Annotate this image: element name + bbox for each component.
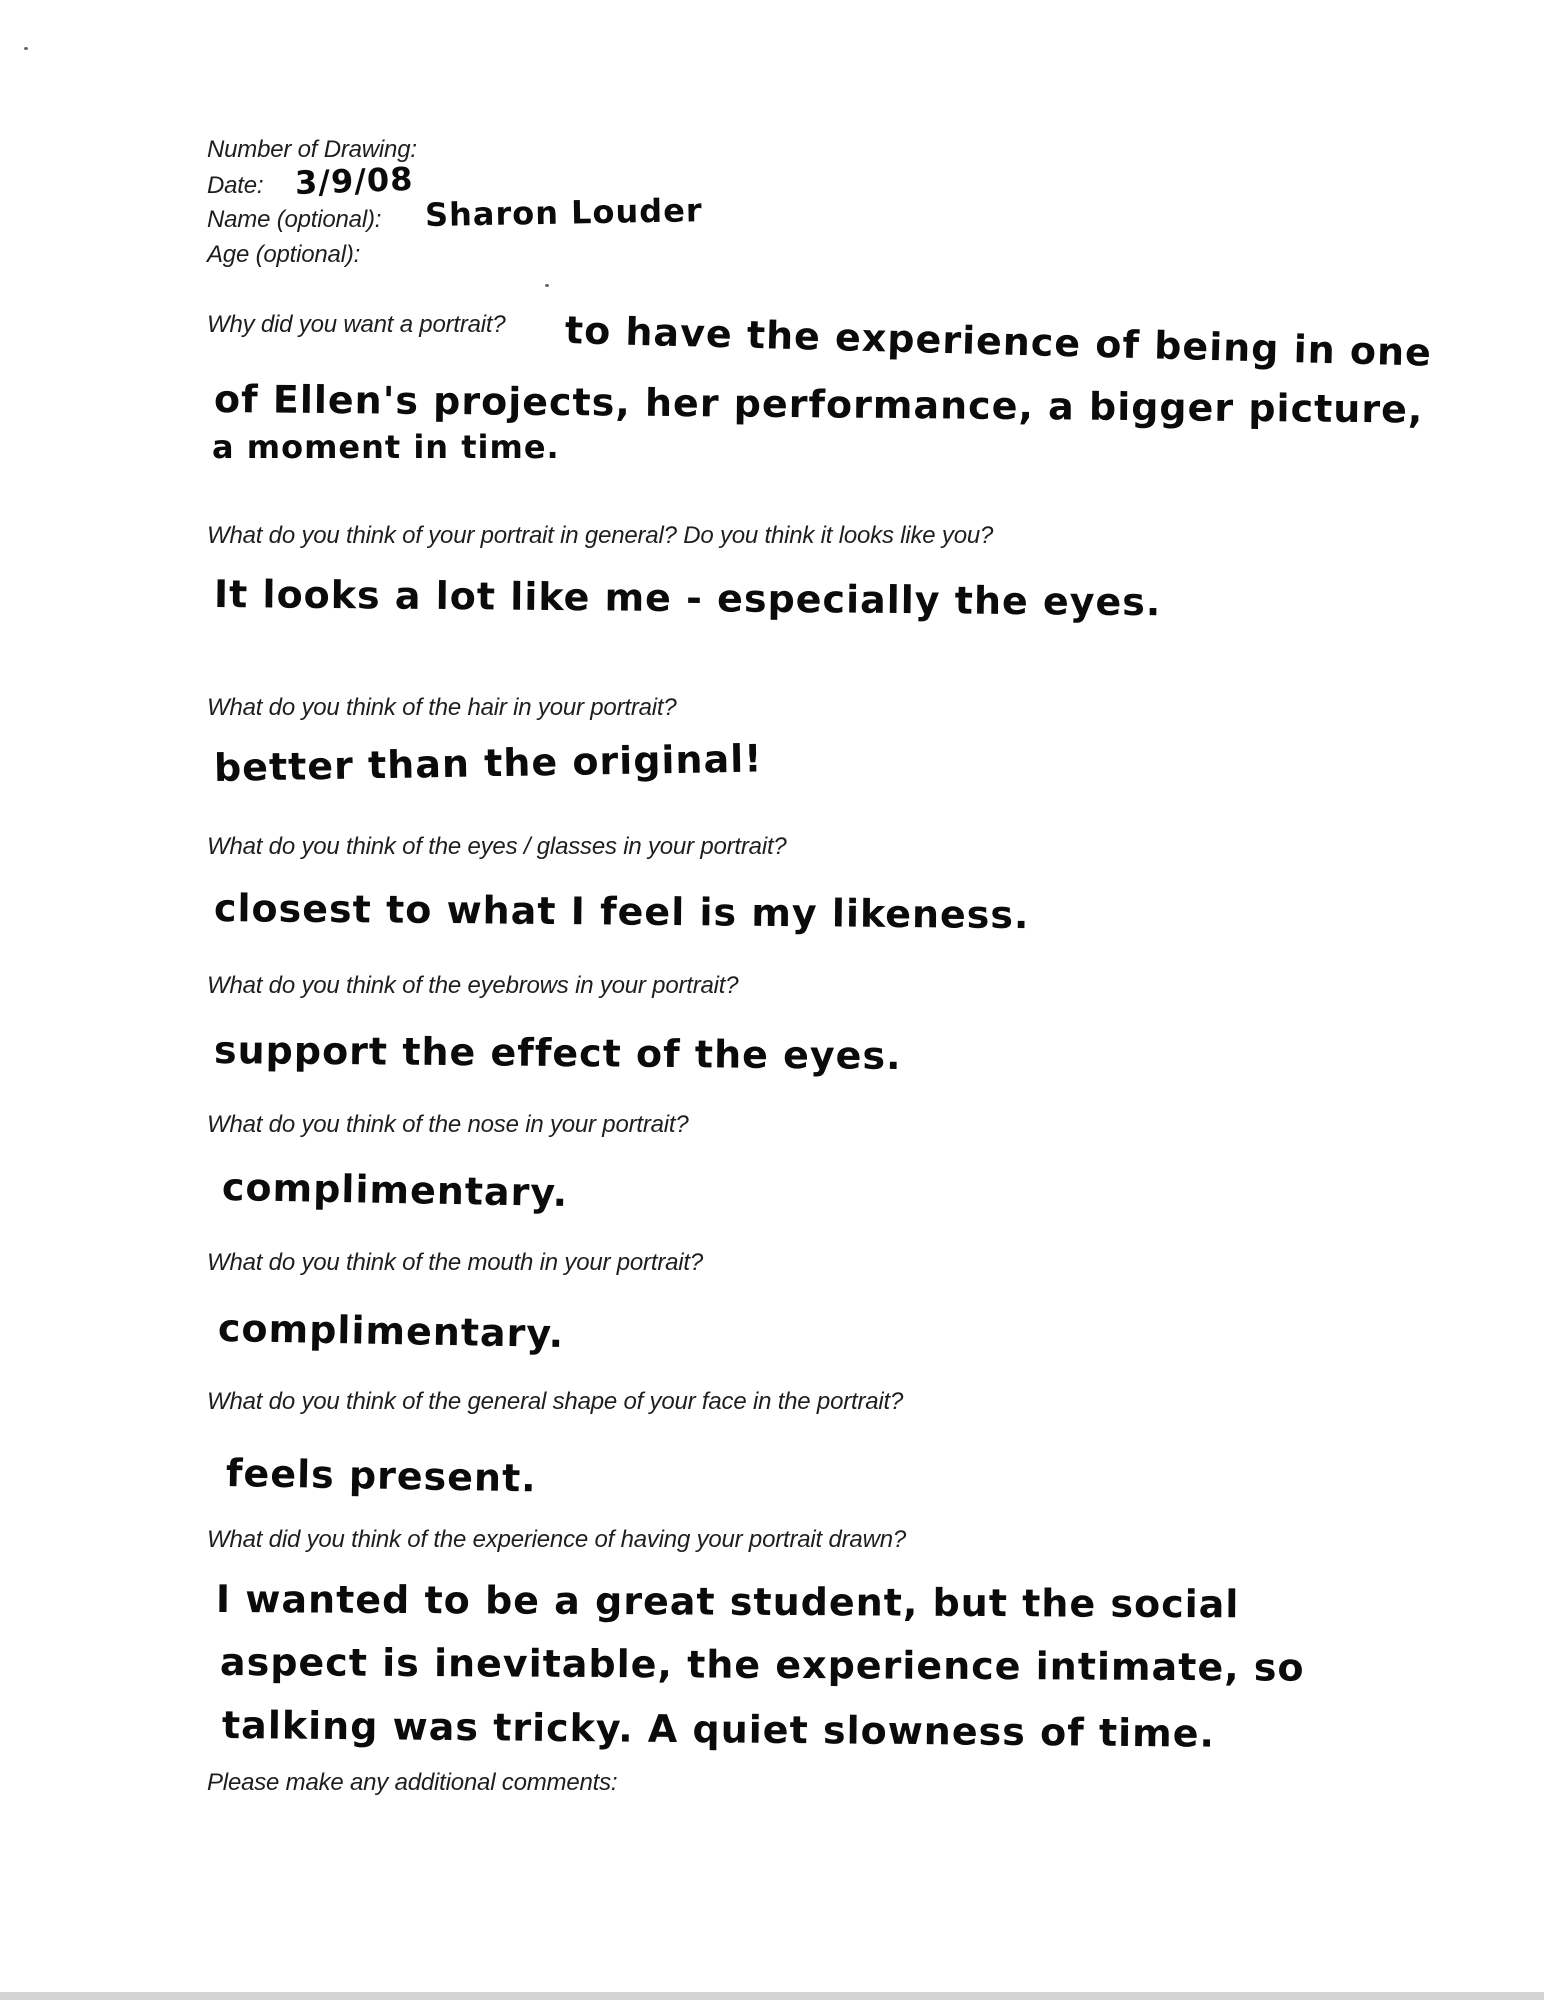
date-label: Date: <box>207 172 264 199</box>
paper-speck <box>545 284 549 287</box>
answer-hair: better than the original! <box>213 736 763 790</box>
question-experience: What did you think of the experience of having your portrait drawn? <box>207 1526 907 1553</box>
question-additional-comments: Please make any additional comments: <box>207 1769 618 1796</box>
question-hair: What do you think of the hair in your portrait? <box>207 694 677 721</box>
answer-eyebrows: support the effect of the eyes. <box>213 1028 902 1078</box>
question-mouth: What do you think of the mouth in your portrait? <box>207 1249 704 1276</box>
date-value: 3/9/08 <box>294 159 415 202</box>
scan-edge <box>0 1992 1544 2000</box>
answer-eyes-glasses: closest to what I feel is my likeness. <box>213 886 1030 938</box>
answer-nose: complimentary. <box>221 1165 569 1216</box>
answer-why-portrait-line-3: a moment in time. <box>212 428 560 466</box>
answer-why-portrait-line-2: of Ellen's projects, her performance, a bigger picture, <box>213 377 1424 432</box>
answer-experience-line-2: aspect is inevitable, the experience intimate, so <box>219 1640 1305 1690</box>
question-eyebrows: What do you think of the eyebrows in your portrait? <box>207 972 739 999</box>
answer-why-portrait-line-1: to have the experience of being in one <box>564 308 1433 375</box>
name-value: Sharon Louder <box>424 191 703 234</box>
name-label: Name (optional): <box>207 206 382 233</box>
number-of-drawing-label: Number of Drawing: <box>207 136 417 163</box>
question-nose: What do you think of the nose in your portrait? <box>207 1111 689 1138</box>
answer-mouth: complimentary. <box>217 1306 565 1357</box>
question-eyes-glasses: What do you think of the eyes / glasses in your portrait? <box>207 833 787 860</box>
answer-experience-line-1: I wanted to be a great student, but the social <box>215 1577 1240 1627</box>
answer-experience-line-3: talking was tricky. A quiet slowness of time. <box>221 1703 1216 1756</box>
paper-speck <box>24 47 28 50</box>
question-portrait-general: What do you think of your portrait in general? Do you think it looks like you? <box>207 522 994 549</box>
answer-portrait-general: It looks a lot like me - especially the eyes. <box>213 572 1162 625</box>
question-why-portrait: Why did you want a portrait? <box>207 311 506 338</box>
age-label: Age (optional): <box>207 241 361 268</box>
question-face-shape: What do you think of the general shape of your face in the portrait? <box>207 1388 904 1415</box>
answer-face-shape: feels present. <box>225 1451 538 1501</box>
